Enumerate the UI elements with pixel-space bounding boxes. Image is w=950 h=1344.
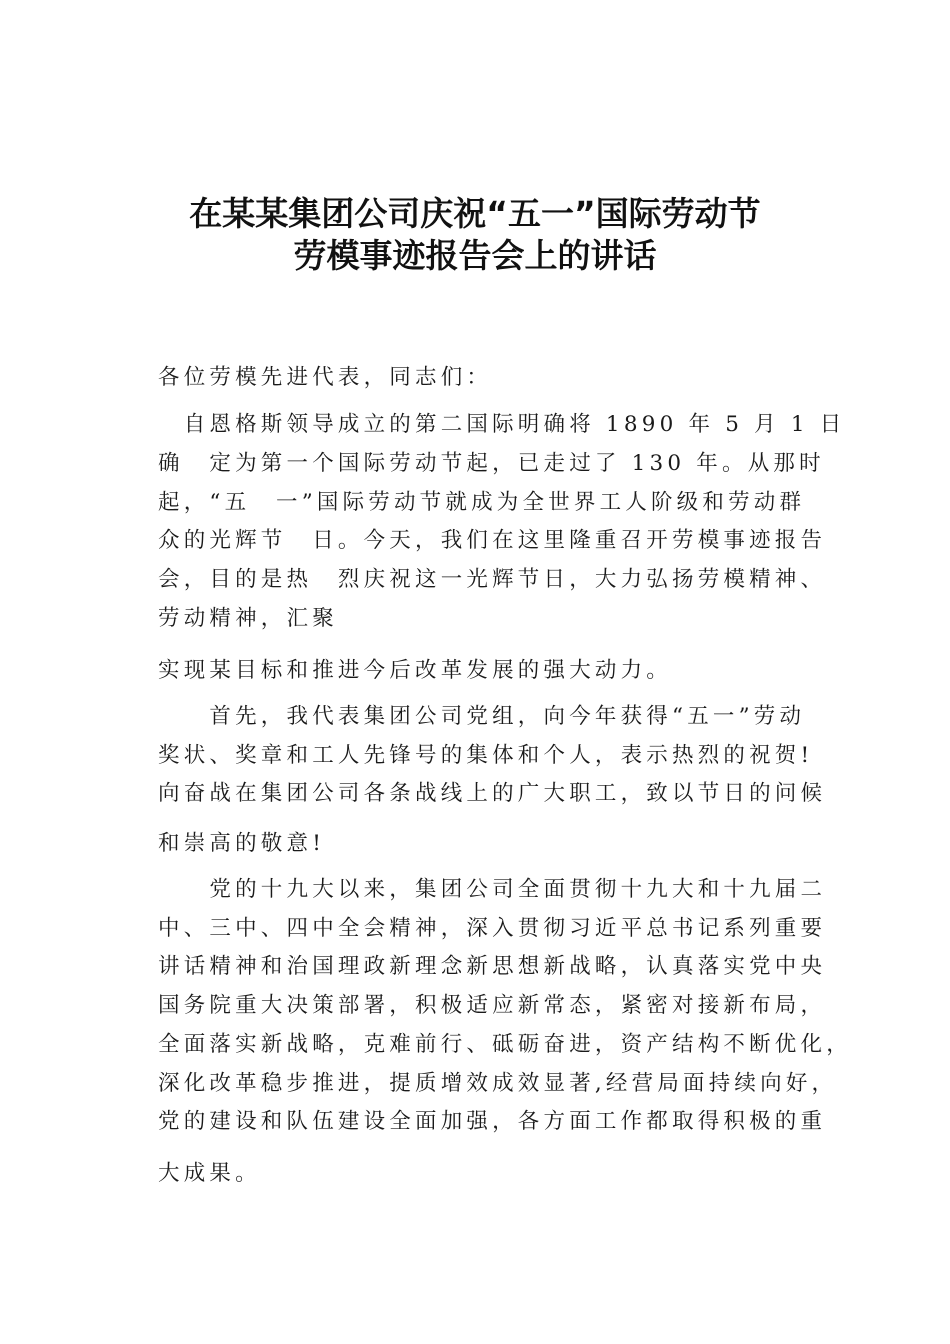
body-line: 会，目的是热 烈庆祝这一光辉节日，大力弘扬劳模精神、 xyxy=(158,567,827,592)
body-line: 和崇高的敬意! xyxy=(158,831,326,856)
body-line: 党的十九大以来，集团公司全面贯彻十九大和十九届二 xyxy=(158,877,827,902)
body-line: 实现某目标和推进今后改革发展的强大动力。 xyxy=(158,658,673,683)
body-line: 讲话精神和治国理政新理念新思想新战略，认真落实党中央 xyxy=(158,954,827,979)
body-line: 向奋战在集团公司各条战线上的广大职工，致以节日的问候 xyxy=(158,781,827,806)
body-line: 深化改革稳步推进，提质增效成效显著,经营局面持续向好， xyxy=(158,1071,838,1096)
body-line: 国务院重大决策部署，积极适应新常态，紧密对接新布局， xyxy=(158,993,827,1018)
body-line: 起，“五 一”国际劳动节就成为全世界工人阶级和劳动群 xyxy=(158,490,806,515)
body-line: 确 定为第一个国际劳动节起，已走过了 130 年。从那时 xyxy=(158,451,825,476)
body-line: 奖状、奖章和工人先锋号的集体和个人，表示热烈的祝贺! xyxy=(158,743,814,768)
body-line: 首先，我代表集团公司党组，向今年获得“五一”劳动 xyxy=(158,704,806,729)
body-line: 劳动精神，汇聚 xyxy=(158,606,338,631)
body-line: 众的光辉节 日。今天，我们在这里隆重召开劳模事迹报告 xyxy=(158,528,827,553)
body-line: 中、三中、四中全会精神，深入贯彻习近平总书记系列重要 xyxy=(158,916,827,941)
body-line: 全面落实新战略，克难前行、砥砺奋进，资产结构不断优化， xyxy=(158,1032,852,1057)
document-title-line-2: 劳模事迹报告会上的讲话 xyxy=(293,236,657,275)
body-line: 大成果。 xyxy=(158,1161,261,1186)
document-title-line-1: 在某某集团公司庆祝“五一”国际劳动节 xyxy=(189,194,761,233)
salutation-line: 各位劳模先进代表，同志们： xyxy=(158,365,493,390)
body-line: 自恩格斯领导成立的第二国际明确将 1890 年 5 月 1 日 xyxy=(158,412,846,437)
body-line: 党的建设和队伍建设全面加强，各方面工作都取得积极的重 xyxy=(158,1109,827,1134)
